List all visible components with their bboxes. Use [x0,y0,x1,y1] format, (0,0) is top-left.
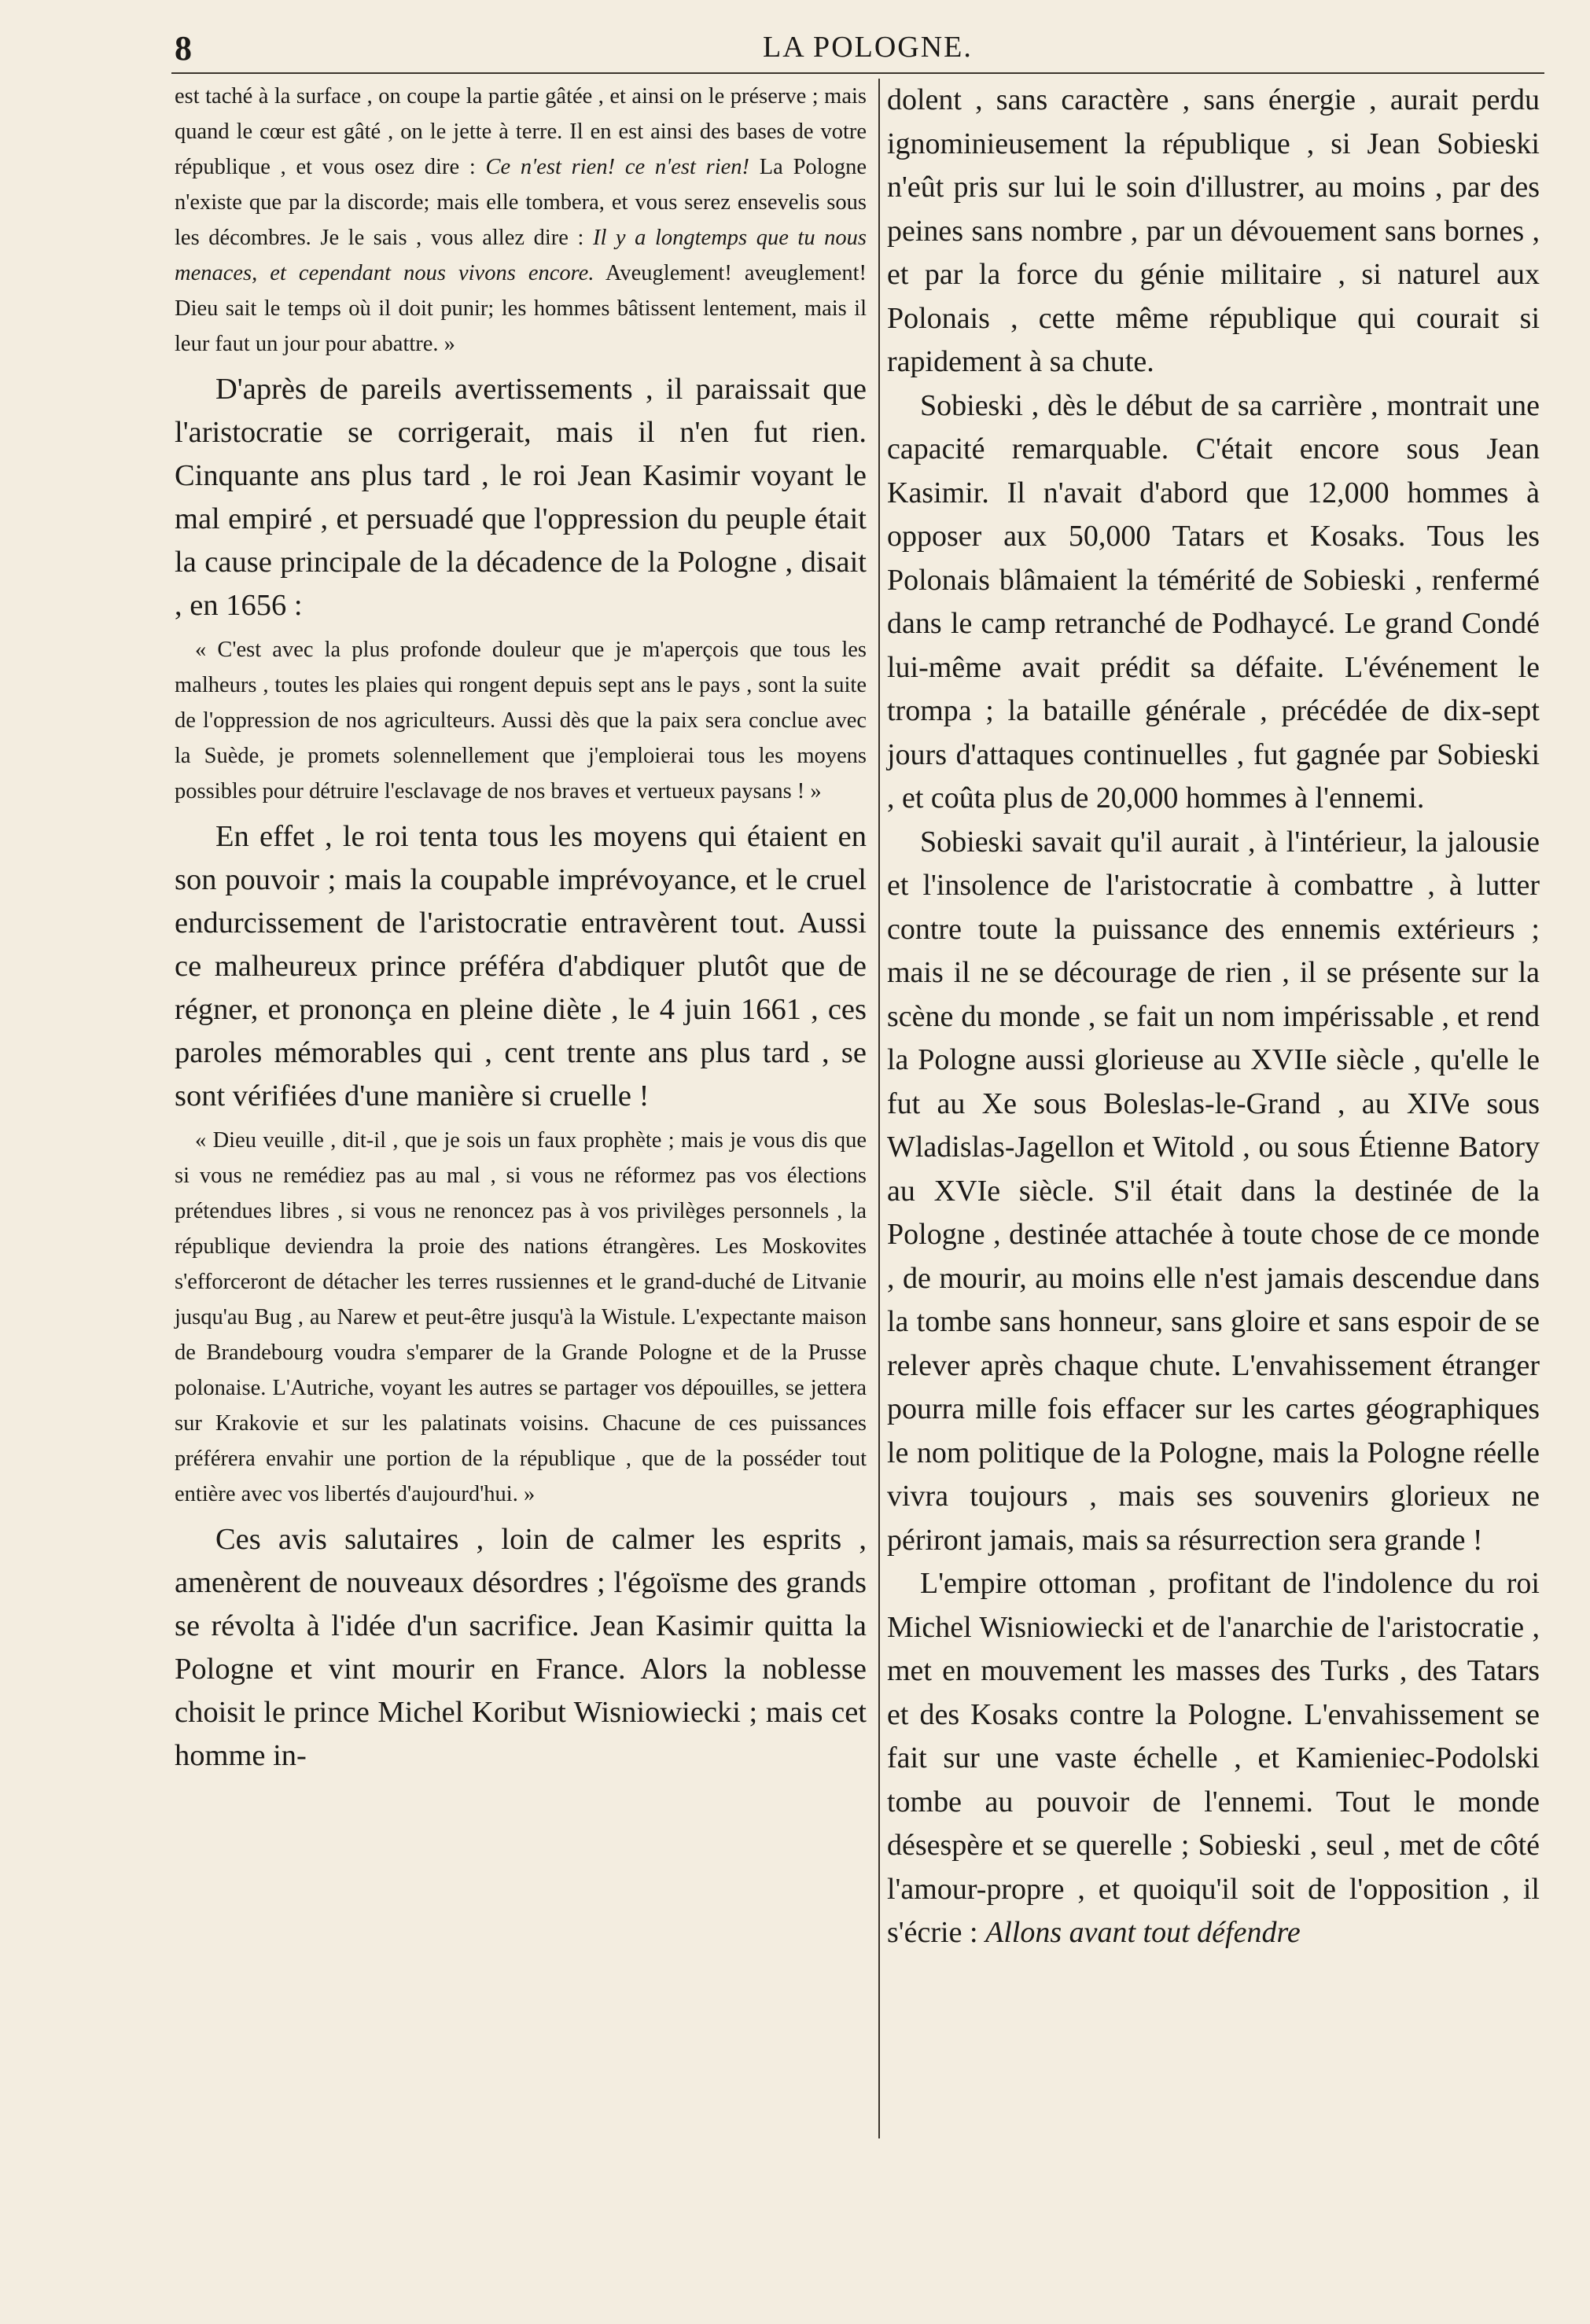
header-rule [171,72,1544,74]
paragraph-sobieski-debut: Sobieski , dès le début de sa carrière , montrait une capacité remarquable. C'était encore sous Jean Kasimir. Il n'avait d'abord que 12,000 hommes à opposer aux 50,000 Tatars et Kosaks. Tous les Polonais blâmaient la témérité de Sobieski , renfermé dans le camp retranché de Podhaycé. Le grand Condé lui-même avait prédit sa défaite. L'événement le trompa ; la bataille générale , précédée de dix-sept jours d'attaques continuelles , fut gagnée par Sobieski , et coûta plus de 20,000 hommes à l'ennemi. [887,388,1540,815]
paragraph-avis-salutaires: Ces avis salutaires , loin de calmer les esprits , amenèrent de nouveaux désordres ; l'égoïsme des grands se révolta à l'idée d'un sacrifice. Jean Kasimir quitta la Pologne et vint mourir en France. Alors la noblesse choisit le prince Michel Koribut Wisniowiecki ; mais cet homme in- [175,1523,867,1772]
column-divider [878,79,880,2138]
running-title: LA POLOGNE. [763,31,973,64]
quote-continuation: est taché à la surface , on coupe la partie gâtée , et ainsi on le préserve ; mais quand le cœur est gâté , on le jette à terre. Il en est ainsi des bases de votre république , et vous osez dire : Ce n'est rien! ce n'est rien! La Pologne n'existe que par la discorde; mais elle tombera, et vous serez ensevelis sous les décombres. Je le sais , vous allez dire : Il y a longtemps que tu nous menaces, et cependant nous vivons encore. Aveuglement! aveuglement! Dieu sait le temps où il doit punir; les hommes bâtissent lentement, mais il leur faut un jour pour abattre. » [175,84,867,356]
quote-prophecy: « Dieu veuille , dit-il , que je sois un faux prophète ; mais je vous dis que si vous ne remédiez pas au mal , si vous ne réformez pas vos élections prétendues libres , si vous ne renoncez pas à vos privilèges personnels , la république deviendra la proie des nations étrangères. Les Moskovites s'efforceront de détacher les terres russiennes et le grand-duché de Litvanie jusqu'au Bug , au Narew et peut-être jusqu'à la Wistule. L'expectante maison de Brandebourg voudra s'emparer de la Grande Pologne et de la Prusse polonaise. L'Autriche, voyant les autres se partager vos dépouilles, se jettera sur Krakovie et sur les palatinats voisins. Chacune de ces puissances préférera envahir une portion de la république , que de la posséder tout entière avec vos libertés d'aujourd'hui. » [175,1128,867,1506]
paragraph-empire-ottoman: L'empire ottoman , profitant de l'indolence du roi Michel Wisniowiecki et de l'anarchie de l'aristocratie , met en mouvement les masses des Turks , des Tatars et des Kosaks contre la Pologne. L'envahissement se fait sur une vaste échelle , et Kamieniec-Podolski tombe au pouvoir de l'ennemi. Tout le monde désespère et se querelle ; Sobieski , seul , met de côté l'amour-propre , et quoiqu'il soit de l'opposition , il s'écrie : Allons avant tout défendre [887,1567,1540,1949]
page-number: 8 [175,29,192,68]
page-header [0,24,1590,74]
quote-jean-kasimir-1656: « C'est avec la plus profonde douleur que je m'aperçois que tous les malheurs , toutes les plaies qui rongent depuis sept ans le pays , sont la suite de l'oppression de nos agriculteurs. Aussi dès que la paix sera conclue avec la Suède, je promets solennellement que j'emploierai tous les moyens possibles pour détruire l'esclavage de nos braves et vertueux paysans ! » [175,638,867,803]
paragraph-indolent: dolent , sans caractère , sans énergie , aurait perdu ignominieusement la république , si Jean Sobieski n'eût pris sur lui le soin d'illustrer, au moins , par des peines sans nombre , par un dévouement sans bornes , et par la force du génie militaire , si naturel aux Polonais , cette même république qui courait si rapidement à sa chute. [887,83,1540,378]
paragraph-avertissements: D'après de pareils avertissements , il paraissait que l'aristocratie se corrigerait, mais il n'en fut rien. Cinquante ans plus tard , le roi Jean Kasimir voyant le mal empiré , et persuadé que l'oppression du peuple était la cause principale de la décadence de la Pologne , disait , en 1656 : [175,373,867,622]
left-column [175,79,867,1778]
paragraph-abdication: En effet , le roi tenta tous les moyens qui étaient en son pouvoir ; mais la coupable imprévoyance, et le cruel endurcissement de l'aristocratie entravèrent tout. Aussi ce malheureux prince préféra d'abdiquer plutôt que de régner, et prononça en pleine diète , le 4 juin 1661 , ces paroles mémorables qui , cent trente ans plus tard , se sont vérifiées d'une manière si cruelle ! [175,820,867,1112]
paragraph-sobieski-savait: Sobieski savait qu'il aurait , à l'intérieur, la jalousie et l'insolence de l'aristocratie à combattre , à lutter contre toute la puissance des ennemis extérieurs ; mais il ne se décourage de rien , il se présente sur la scène du monde , se fait un nom impérissable , et rend la Pologne aussi glorieuse au XVIIe siècle , qu'elle le fut au Xe sous Boleslas-le-Grand , au XIVe sous Wladislas-Jagellon et Witold , ou sous Étienne Batory au XVIe siècle. S'il était dans la destinée de la Pologne , destinée attachée à toute chose de ce monde , de mourir, au moins elle n'est jamais descendue dans la tombe sans honneur, sans gloire et sans espoir de se relever après chaque chute. L'envahissement étranger pourra mille fois effacer sur les cartes géographiques le nom politique de la Pologne, mais la Pologne réelle vivra toujours , mais ses souvenirs glorieux ne périront jamais, mais sa résurrection sera grande ! [887,825,1540,1557]
right-column [887,79,1540,1955]
